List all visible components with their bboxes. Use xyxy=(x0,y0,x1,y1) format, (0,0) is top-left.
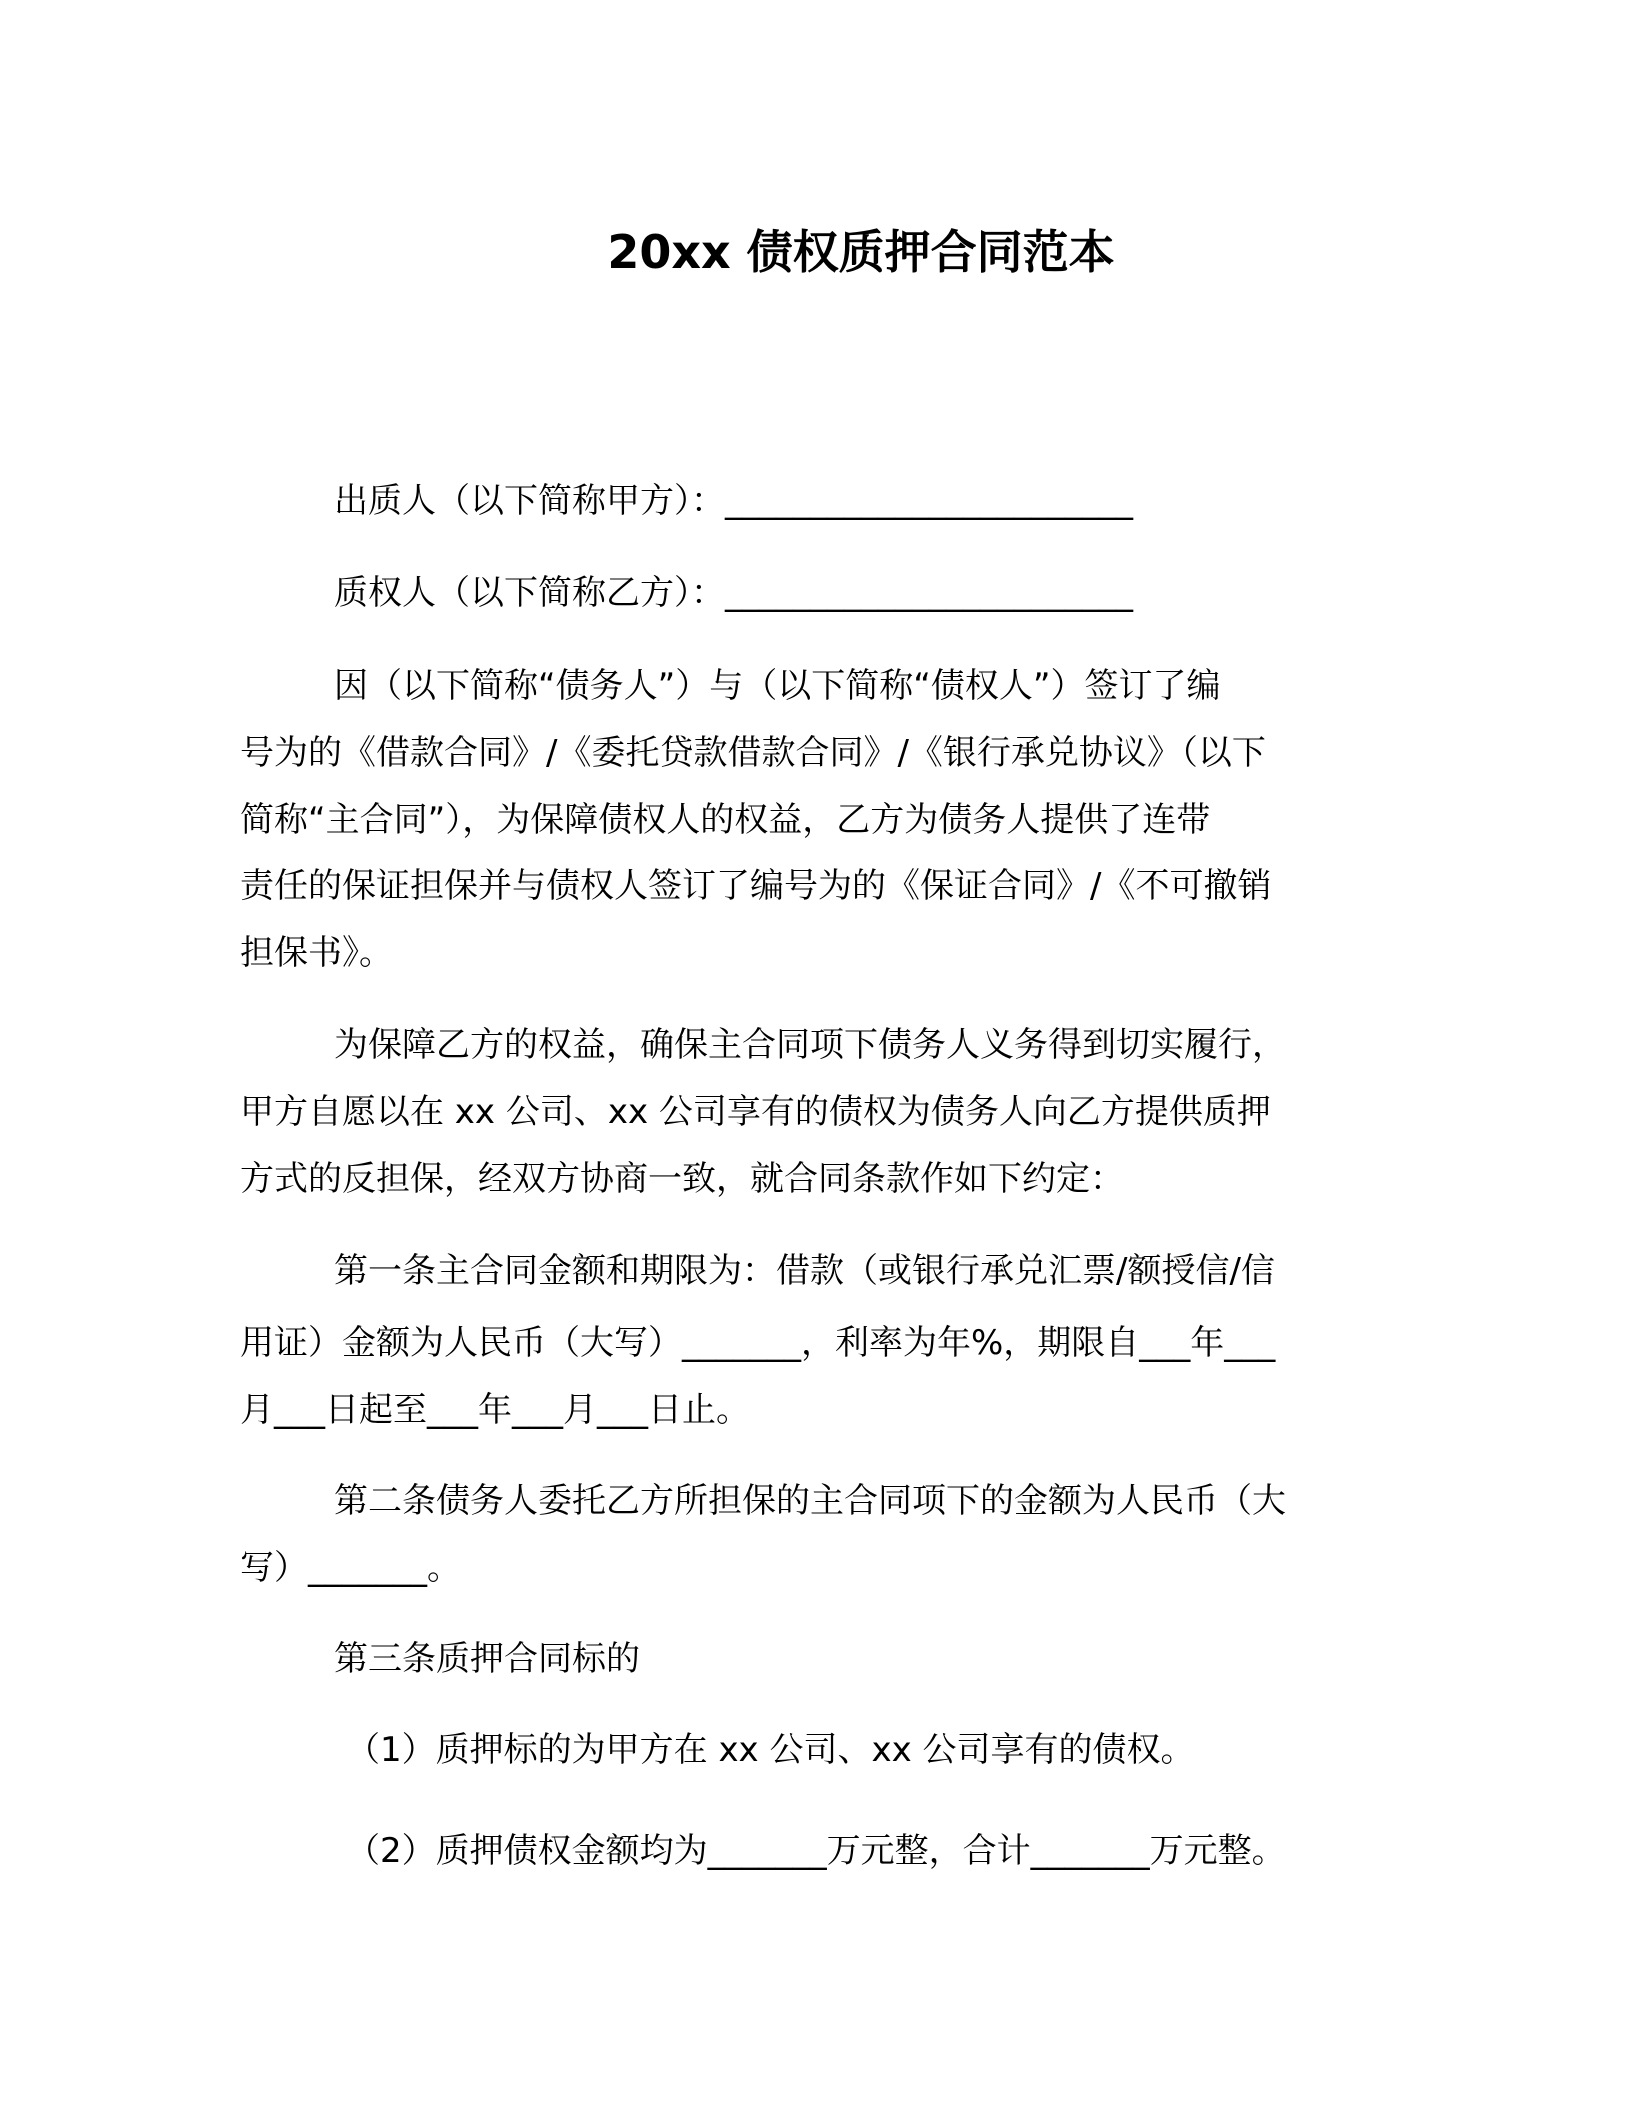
paragraph-2-line-2: 甲方自愿以在 xx 公司、xx 公司享有的债权为债务人向乙方提供质押 xyxy=(240,1092,1271,1132)
article-1-line-1: 第一条主合同金额和期限为：借款（或银行承兑汇票/额授信/信 xyxy=(334,1251,1275,1291)
paragraph-2-line-1: 为保障乙方的权益，确保主合同项下债务人义务得到切实履行， xyxy=(334,1025,1286,1065)
paragraph-1-line-4: 责任的保证担保并与债权人签订了编号为的《保证合同》/《不可撤销 xyxy=(240,866,1272,906)
article-3-item-1: （1）质押标的为甲方在 xx 公司、xx 公司享有的债权。 xyxy=(346,1730,1195,1770)
article-3-heading: 第三条质押合同标的 xyxy=(334,1639,640,1679)
article-3-item-2: （2）质押债权金额均为_______万元整，合计_______万元整。 xyxy=(346,1831,1286,1871)
article-1-line-2: 用证）金额为人民币（大写）_______，利率为年%，期限自___年___ xyxy=(240,1323,1276,1363)
paragraph-1-line-2: 号为的《借款合同》/《委托贷款借款合同》/《银行承兑协议》（以下 xyxy=(240,733,1266,773)
article-2-line-1: 第二条债务人委托乙方所担保的主合同项下的金额为人民币（大 xyxy=(334,1481,1286,1521)
document-title: 20xx 债权质押合同范本 xyxy=(607,225,1115,279)
paragraph-1-line-5: 担保书》。 xyxy=(240,933,393,973)
paragraph-2-line-3: 方式的反担保，经双方协商一致，就合同条款作如下约定： xyxy=(240,1159,1124,1199)
pledgee-line: 质权人（以下简称乙方）：________________________ xyxy=(334,573,1133,613)
paragraph-1-line-3: 简称“主合同”），为保障债权人的权益，乙方为债务人提供了连带 xyxy=(240,800,1211,840)
pledgor-line: 出质人（以下简称甲方）：________________________ xyxy=(334,481,1133,521)
article-2-line-2: 写）_______。 xyxy=(240,1548,461,1588)
article-1-line-3: 月___日起至___年___月___日止。 xyxy=(240,1390,750,1430)
paragraph-1-line-1: 因（以下简称“债务人”）与（以下简称“债权人”）签订了编 xyxy=(334,666,1221,706)
